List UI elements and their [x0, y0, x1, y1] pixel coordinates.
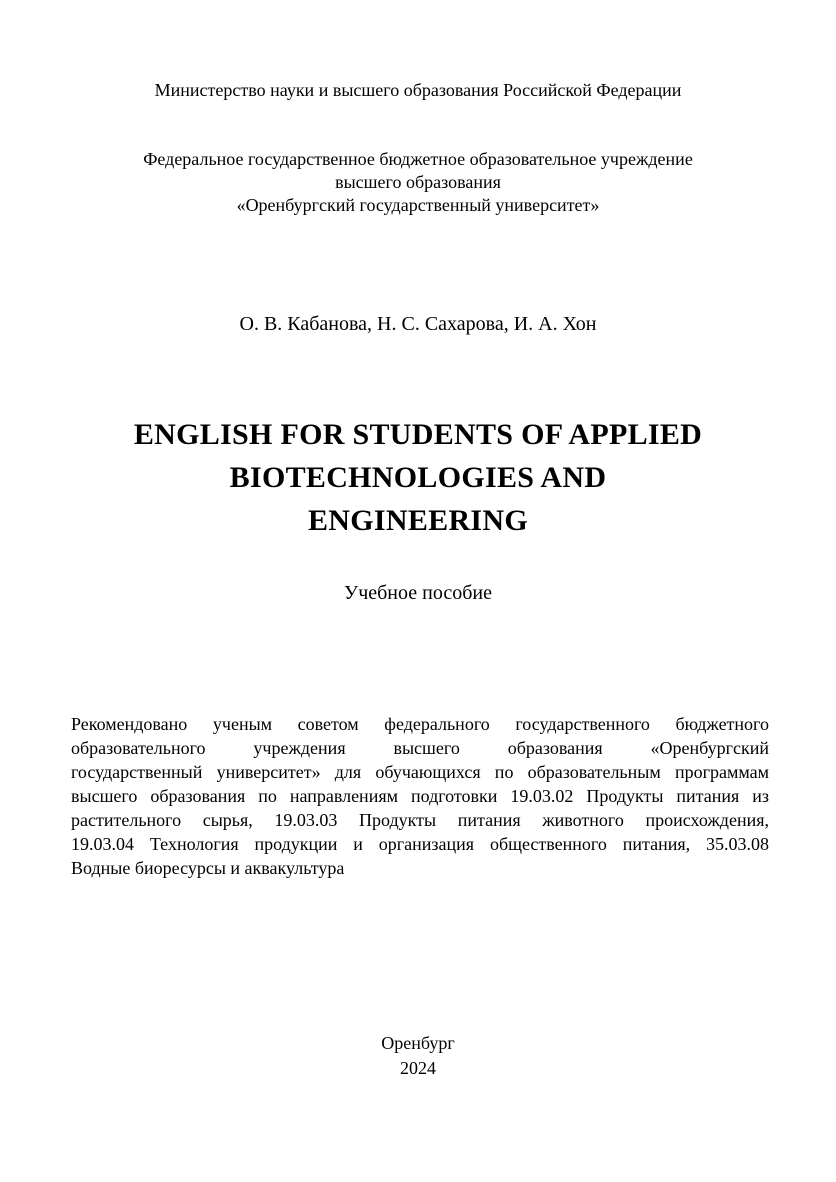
book-title-line-1: ENGLISH FOR STUDENTS OF APPLIED — [133, 418, 703, 451]
recommendation-line: образовательного учреждения высшего образования «Оренбургский — [71, 738, 769, 758]
book-title-line-2: BIOTECHNOLOGIES AND — [229, 461, 607, 494]
imprint-block — [0, 1031, 836, 1081]
recommendation-line: Рекомендовано ученым советом федерального государственного бюджетного — [71, 714, 769, 734]
recommendation-line: государственный университет» для обучающихся по образовательным программам — [71, 762, 769, 782]
ministry-line: Министерство науки и высшего образования Российской Федерации — [154, 80, 682, 100]
institution-block — [0, 148, 836, 217]
institution-line-3: «Оренбургский государственный университет» — [236, 195, 600, 215]
recommendation-line: растительного сырья, 19.03.03 Продукты питания животного происхождения, — [71, 810, 769, 830]
recommendation-paragraph — [71, 712, 769, 880]
recommendation-line: 19.03.04 Технология продукции и организация общественного питания, 35.03.08 — [71, 834, 769, 854]
imprint-year: 2024 — [400, 1058, 436, 1078]
institution-line-1: Федеральное государственное бюджетное образовательное учреждение — [143, 149, 693, 169]
recommendation-line: высшего образования по направлениям подготовки 19.03.02 Продукты питания из — [71, 786, 769, 806]
institution-line-2: высшего образования — [335, 172, 501, 192]
recommendation-line: Водные биоресурсы и аквакультура — [71, 858, 345, 878]
subtitle: Учебное пособие — [344, 582, 492, 604]
imprint-city: Оренбург — [381, 1033, 455, 1053]
book-title — [0, 413, 836, 542]
authors-line: О. В. Кабанова, Н. С. Сахарова, И. А. Хон — [239, 313, 597, 335]
book-title-line-3: ENGINEERING — [307, 504, 528, 537]
